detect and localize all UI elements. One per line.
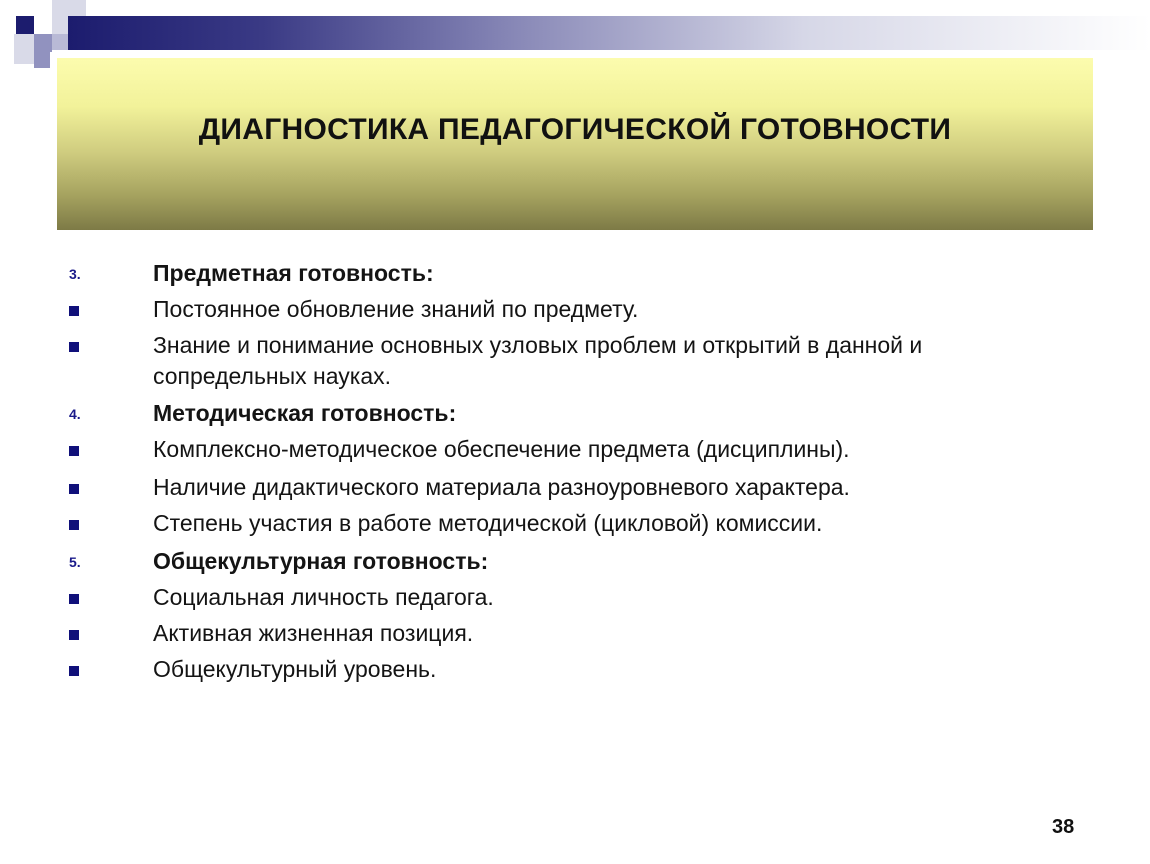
square-bullet-icon — [69, 666, 79, 676]
section-heading: Предметная готовность: — [153, 260, 434, 286]
section-heading: Методическая готовность: — [153, 400, 457, 426]
list-item-text: Знание и понимание основных узловых проблем и открытий в данной и сопредельных науках. — [153, 332, 923, 389]
square-bullet-icon — [69, 306, 79, 316]
list-item-text: Комплексно-методическое обеспечение предмета (дисциплины). — [153, 436, 850, 462]
square-bullet-icon — [69, 520, 79, 530]
square-bullet-icon — [69, 446, 79, 456]
section-heading: Общекультурная готовность: — [153, 548, 489, 574]
square-bullet-icon — [69, 342, 79, 352]
list-item-text: Степень участия в работе методической (цикловой) комиссии. — [153, 510, 823, 536]
slide-title: ДИАГНОСТИКА ПЕДАГОГИЧЕСКОЙ ГОТОВНОСТИ — [198, 113, 952, 146]
square-bullet-icon — [69, 630, 79, 640]
list-item-text: Активная жизненная позиция. — [153, 620, 474, 646]
page-number: 38 — [1052, 816, 1075, 838]
square-bullet-icon — [69, 594, 79, 604]
list-number: 3. — [69, 266, 81, 282]
list-item-text: Общекультурный уровень. — [153, 656, 437, 682]
list-number: 4. — [69, 406, 81, 422]
list-item-text: Наличие дидактического материала разноуровневого характера. — [153, 474, 850, 500]
list-item-text: Социальная личность педагога. — [153, 584, 494, 610]
list-item-text: Постоянное обновление знаний по предмету. — [153, 296, 639, 322]
list-number: 5. — [69, 554, 81, 570]
square-bullet-icon — [69, 484, 79, 494]
